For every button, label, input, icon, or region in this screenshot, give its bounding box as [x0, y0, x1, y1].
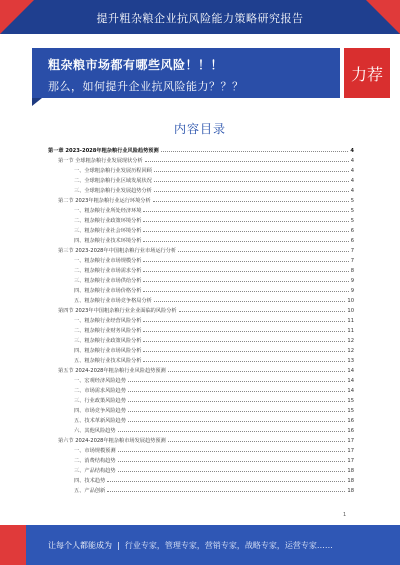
- toc-entry[interactable]: 五、粗杂粮行业技术风险分析 13: [74, 358, 354, 364]
- footer-tags: 行业专家，管理专家，营销专家，战略专家，运营专家……: [124, 541, 333, 550]
- top-header-bar: [0, 0, 400, 34]
- toc-entry[interactable]: 四、粗杂粮行业市场风险分析 12: [74, 348, 354, 354]
- toc-entry[interactable]: 四、市场竞争风险趋势 15: [74, 408, 354, 414]
- toc-entry[interactable]: 五、粗杂粮行业市场竞争格局分析 10: [74, 298, 354, 304]
- toc-entry[interactable]: 一、宏观经济风险趋势 14: [74, 378, 354, 384]
- toc-entry[interactable]: 三、全球粗杂粮行业发展趋势分析 4: [74, 188, 354, 194]
- toc-entry[interactable]: 五、产品创新 18: [74, 488, 354, 494]
- toc-entry[interactable]: 三、粗杂粮行业政策风险分析 12: [74, 338, 354, 344]
- footer-accent: [0, 525, 26, 565]
- toc-entry[interactable]: 第五节 2024-2028年粗杂粮行业风险趋势预测 14: [58, 368, 354, 374]
- toc-entry[interactable]: 二、消费结构趋势 17: [74, 458, 354, 464]
- toc-entry[interactable]: 第二节 2023年粗杂粮行业运行环境分析 5: [58, 198, 354, 204]
- toc-entry[interactable]: 二、粗杂粮行业财务风险分析 11: [74, 328, 354, 334]
- toc-entry[interactable]: 二、全球粗杂粮行业区域发展状况 4: [74, 178, 354, 184]
- toc-entry[interactable]: 一、粗杂粮行业所处经济环境 5: [74, 208, 354, 214]
- toc-entry[interactable]: 一、粗杂粮行业经营风险分析 11: [74, 318, 354, 324]
- footer-lead: 让每个人都能成为: [48, 541, 112, 550]
- toc-entry[interactable]: 二、粗杂粮行业市场需求分析 8: [74, 268, 354, 274]
- toc-entry[interactable]: 四、粗杂粮行业技术环境分析 6: [74, 238, 354, 244]
- toc-entry[interactable]: 三、产品结构趋势 18: [74, 468, 354, 474]
- headline-line-1: 粗杂粮市场都有哪些风险！！！: [48, 58, 224, 72]
- recommend-badge: [344, 48, 390, 98]
- banner-fold: [32, 98, 42, 106]
- footer-bar: [0, 525, 400, 565]
- toc-entry[interactable]: 第四节 2023年中国粗杂粮行业企业面临的风险分析 10: [58, 308, 354, 314]
- toc-entry[interactable]: 三、粗杂粮行业市场供给分析 9: [74, 278, 354, 284]
- headline-banner: [32, 48, 340, 98]
- table-of-contents: [48, 144, 354, 494]
- page-number: 1: [343, 512, 347, 518]
- toc-entry[interactable]: 四、技术趋势 18: [74, 478, 354, 484]
- toc-entry[interactable]: 一、全球粗杂粮行业发展历程回顾 4: [74, 168, 354, 174]
- toc-title: 内容目录: [173, 122, 226, 136]
- toc-entry[interactable]: 第一节 全球粗杂粮行业发展现状分析 4: [58, 158, 354, 164]
- toc-entry[interactable]: 四、粗杂粮行业市场价格分析 9: [74, 288, 354, 294]
- toc-entry[interactable]: 三、粗杂粮行业社会环境分析 6: [74, 228, 354, 234]
- toc-entry[interactable]: 五、技术革新风险趋势 16: [74, 418, 354, 424]
- toc-entry[interactable]: 一、粗杂粮行业市场规模分析 7: [74, 258, 354, 264]
- headline-line-2: 那么，如何提升企业抗风险能力？？？: [48, 80, 244, 93]
- report-title: 提升粗杂粮企业抗风险能力策略研究报告: [96, 12, 304, 25]
- top-corner-right: [366, 0, 400, 34]
- recommend-badge-text: 力荐: [350, 65, 383, 84]
- toc-entry[interactable]: 六、其他风险趋势 16: [74, 428, 354, 434]
- toc-entry[interactable]: 第一章 2023-2028年粗杂粮行业风险趋势预测 4: [48, 148, 354, 154]
- toc-entry[interactable]: 三、行业政策风险趋势 15: [74, 398, 354, 404]
- footer-text: 让每个人都能成为 | 行业专家，管理专家，营销专家，战略专家，运营专家……: [48, 541, 333, 550]
- toc-entry[interactable]: 第三节 2023-2028年中国粗杂粮行业市场运行分析 7: [58, 248, 354, 254]
- toc-entry[interactable]: 第六节 2024-2028年粗杂粮市场发展趋势预测 17: [58, 438, 354, 444]
- toc-entry[interactable]: 二、粗杂粮行业政策环境分析 5: [74, 218, 354, 224]
- toc-entry[interactable]: 一、市场规模预测 17: [74, 448, 354, 454]
- toc-entry[interactable]: 二、市场需求风险趋势 14: [74, 388, 354, 394]
